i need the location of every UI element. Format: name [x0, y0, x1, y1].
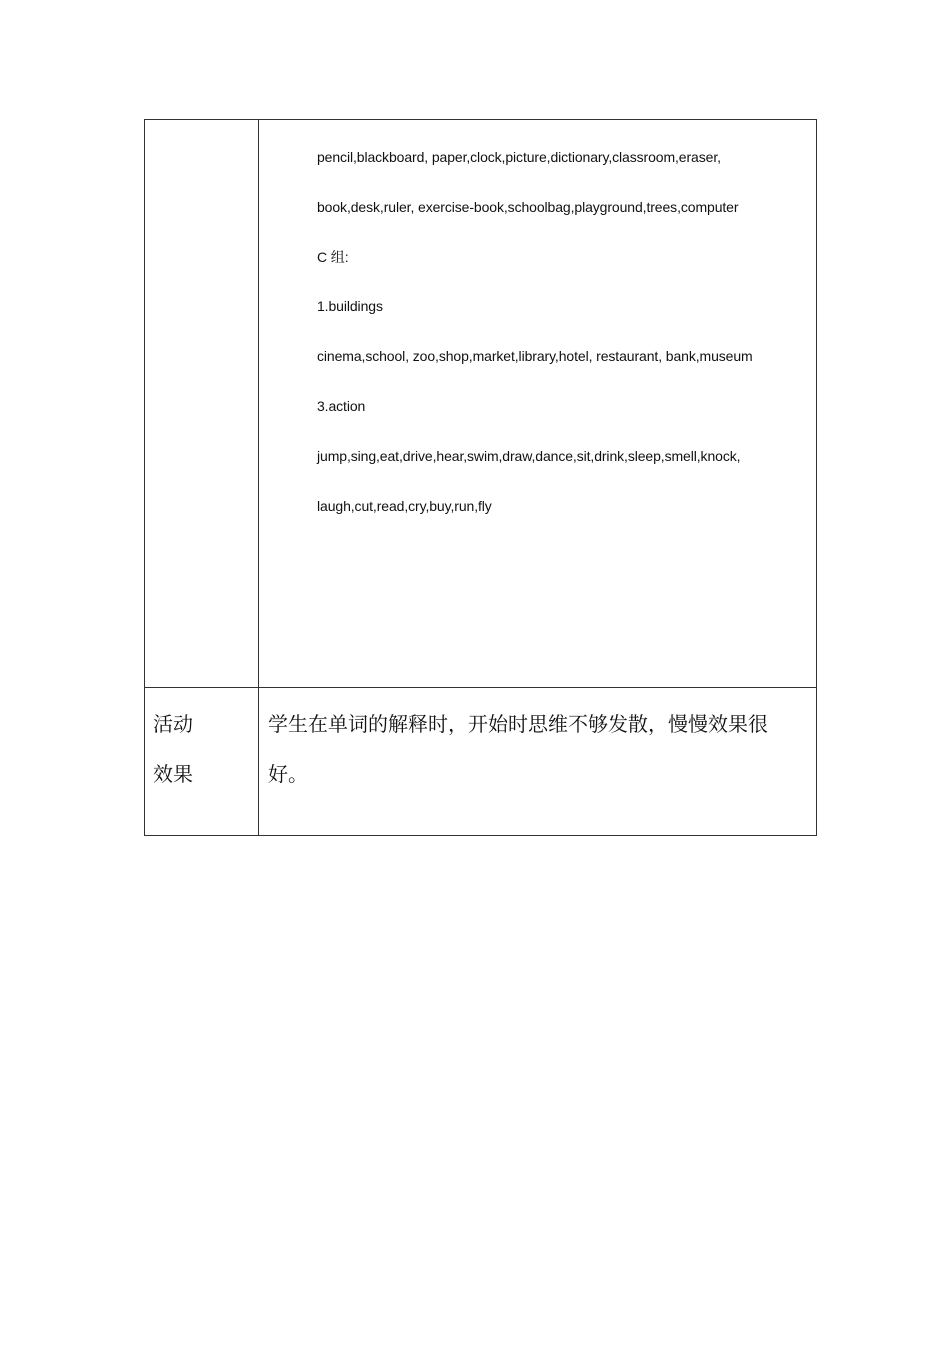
- word-list-line: laugh,cut,read,cry,buy,run,fly: [317, 497, 492, 514]
- activity-effect-label-cell: [145, 688, 259, 835]
- word-list-cell: [259, 120, 816, 687]
- activity-effect-text: 学生在单词的解释时，开始时思维不够发散，慢慢效果很好。: [268, 712, 768, 786]
- activity-effect-text-cell: [259, 688, 816, 835]
- activity-effect-label-line1: 活动: [153, 712, 193, 736]
- word-list-line: pencil,blackboard, paper,clock,picture,dictionary,classroom,eraser,: [317, 149, 721, 165]
- word-list-line: book,desk,ruler, exercise-book,schoolbag,playground,trees,computer: [317, 198, 739, 215]
- activity-effect-row: [145, 687, 816, 835]
- category-heading: 1.buildings: [317, 298, 383, 315]
- activity-table: [144, 119, 817, 836]
- word-list-line: jump,sing,eat,drive,hear,swim,draw,dance,sit,drink,sleep,smell,knock,: [317, 447, 741, 464]
- group-heading: C 组:: [317, 248, 349, 265]
- activity-effect-label-line2: 效果: [153, 762, 193, 786]
- category-heading: 3.action: [317, 397, 366, 414]
- word-list-line: cinema,school, zoo,shop,market,library,hotel, restaurant, bank,museum: [317, 348, 753, 365]
- word-list-row: [145, 120, 816, 687]
- empty-label-cell: [145, 120, 259, 687]
